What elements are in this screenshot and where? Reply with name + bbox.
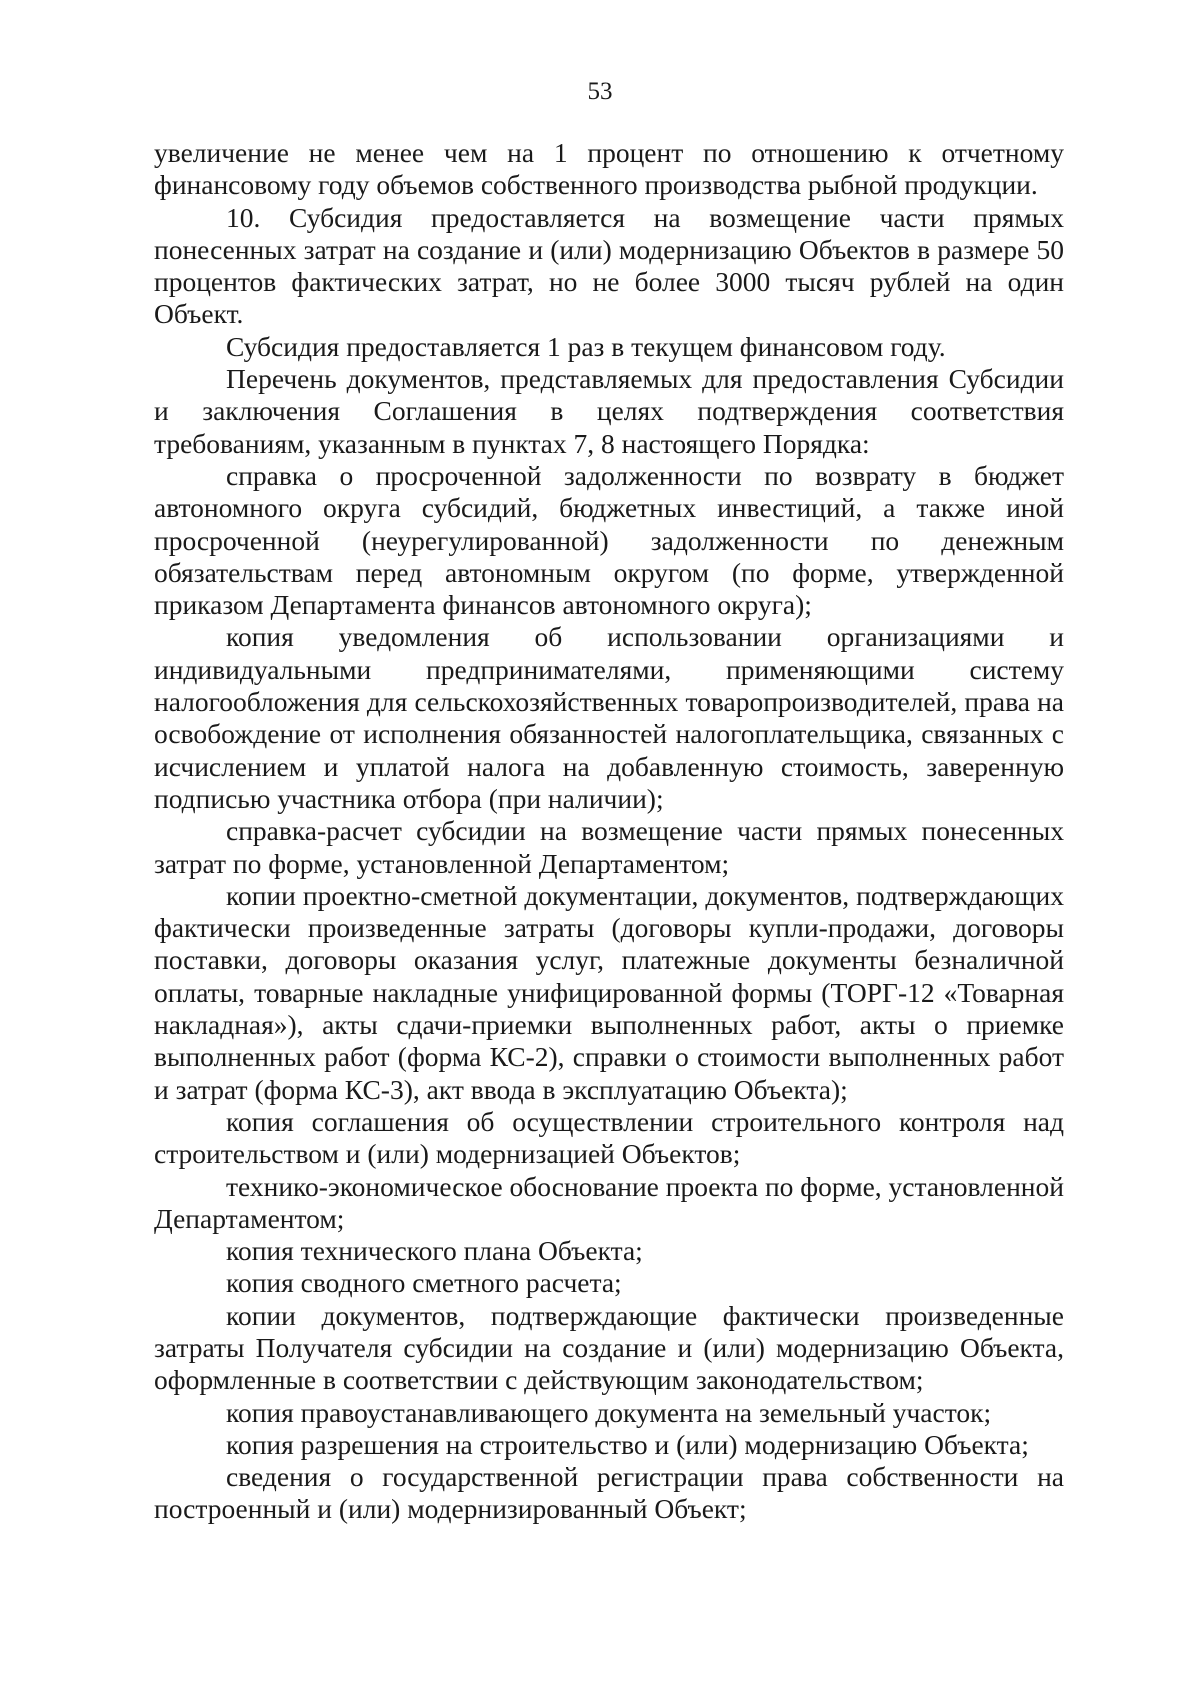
list-item-expense-documents: копии документов, подтверждающие фактически произведенные затраты Получателя субсидии на создание и (или) модернизацию Объекта, оформленные в соответствии с действующим законодательством;: [154, 1299, 1064, 1396]
list-item-tax-exemption-notice: копия уведомления об использовании организациями и индивидуальными предпринимателями, применяющими систему налогообложения для сельскохозяйственных товаропроизводителей, права на освобождение от исполнения обязанностей налогоплательщика, связанных с исчислением и уплатой налога на добавленную стоимость, заверенную подписью участника отбора (при наличии);: [154, 621, 1064, 814]
list-item-construction-permit: копия разрешения на строительство и (или) модернизацию Объекта;: [226, 1428, 1029, 1460]
list-item-technical-plan: копия технического плана Объекта;: [226, 1235, 643, 1267]
paragraph-documents-list-intro: Перечень документов, представляемых для предоставления Субсидии и заключения Соглашения в целях подтверждения соответствия требованиям, указанным в пунктах 7, 8 настоящего Порядка:: [154, 363, 1064, 459]
list-item-debt-certificate: справка о просроченной задолженности по возврату в бюджет автономного округа субсидий, бюджетных инвестиций, а также иной просроченной (неурегулированной) задолженности по денежным обязательствам перед автономным округом (по форме, утвержденной приказом Департамента финансов автономного округа);: [154, 459, 1064, 621]
list-item-project-documentation: копии проектно-сметной документации, документов, подтверждающих фактически произведенные затраты (договоры купли-продажи, договоры поставки, договоры оказания услуг, платежные документы безналичной оплаты, товарные накладные унифицированной формы (ТОРГ-12 «Товарная накладная»), акты сдачи-приемки выполненных работ, акты о приемке выполненных работ (форма КС-2), справки о стоимости выполненных работ и затрат (форма КС-3), акт ввода в эксплуатацию Объекта);: [154, 879, 1064, 1105]
paragraph-item-10: 10. Субсидия предоставляется на возмещение части прямых понесенных затрат на создание и (или) модернизацию Объектов в размере 50 процентов фактических затрат, но не более 3000 тысяч рублей на один Объект.: [154, 201, 1064, 330]
document-body: [154, 137, 1064, 1526]
list-item-ownership-registration: сведения о государственной регистрации права собственности на построенный и (или) модернизированный Объект;: [154, 1461, 1064, 1525]
paragraph-subsidy-frequency: Субсидия предоставляется 1 раз в текущем финансовом году.: [226, 330, 946, 362]
list-item-land-title: копия правоустанавливающего документа на земельный участок;: [226, 1396, 992, 1428]
list-item-feasibility-study: технико-экономическое обоснование проекта по форме, установленной Департаментом;: [154, 1170, 1064, 1234]
paragraph-continuation: увеличение не менее чем на 1 процент по отношению к отчетному финансовому году объемов собственного производства рыбной продукции.: [154, 137, 1064, 201]
list-item-subsidy-calculation: справка-расчет субсидии на возмещение части прямых понесенных затрат по форме, установленной Департаментом;: [154, 815, 1064, 879]
page-number: 53: [587, 78, 613, 105]
list-item-summary-estimate: копия сводного сметного расчета;: [226, 1267, 622, 1299]
list-item-construction-control-agreement: копия соглашения об осуществлении строительного контроля над строительством и (или) модернизацией Объектов;: [154, 1105, 1064, 1170]
